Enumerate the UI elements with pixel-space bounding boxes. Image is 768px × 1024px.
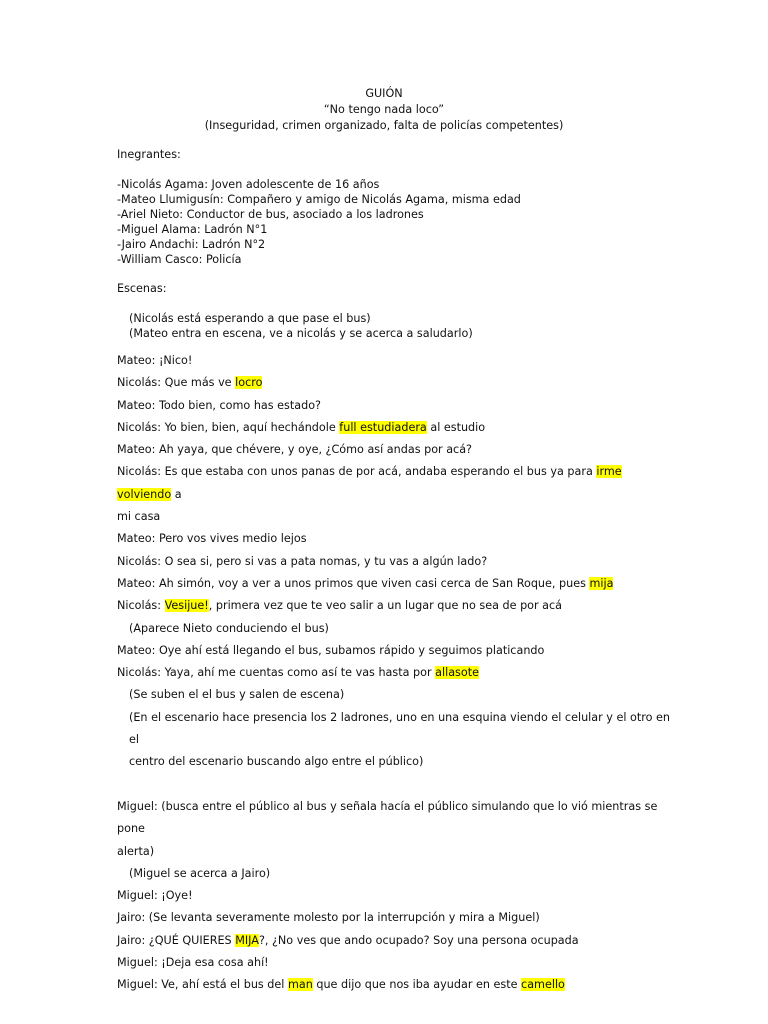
- highlighted-word: MIJA: [235, 933, 259, 947]
- dialog-text: Miguel: ¡Deja esa cosa ahí!: [117, 956, 269, 970]
- dialog-text: Jairo: (Se levanta severamente molesto por la interrupción y mira a Miguel): [117, 911, 540, 925]
- dialog-text: (Miguel se acerca a Jairo): [129, 866, 271, 880]
- highlighted-word: locro: [235, 376, 263, 390]
- dialog-text: Jairo: ¿QUÉ QUIERES: [117, 933, 236, 947]
- dialog-text: a: [171, 487, 182, 501]
- highlighted-word: allasote: [435, 666, 479, 680]
- dialog-line: [117, 952, 677, 974]
- document-header: [0, 86, 768, 134]
- integrante-item: -William Casco: Policía: [117, 253, 242, 266]
- highlighted-word: Vesijue!: [164, 599, 209, 613]
- dialog-text: Mateo: Ah simón, voy a ver a unos primos que viven casi cerca de San Roque, pues: [117, 576, 590, 590]
- dialog-line: [117, 774, 677, 796]
- dialog-section: [117, 350, 677, 997]
- dialog-text: Nicolás: Es que estaba con unos panas de por acá, andaba esperando el bus ya para: [117, 465, 597, 479]
- dialog-text: (En el escenario hace presencia los 2 ladrones, uno en una esquina viendo el celular y el otro en el: [129, 710, 670, 747]
- dialog-text: Miguel: ¡Oye!: [117, 889, 193, 903]
- dialog-line: [117, 974, 677, 996]
- document-title: GUIÓN: [365, 87, 403, 100]
- dialog-text: Mateo: Oye ahí está llegando el bus, subamos rápido y seguimos platicando: [117, 643, 545, 657]
- stage-note: (Mateo entra en escena, ve a nicolás y se acerca a saludarlo): [129, 327, 473, 340]
- dialog-text: Nicolás: Que más ve: [117, 376, 236, 390]
- dialog-line: [117, 907, 677, 929]
- stage-direction-line: [117, 751, 677, 773]
- stage-note: (Nicolás está esperando a que pase el bus): [129, 312, 371, 325]
- escenas-heading: Escenas:: [117, 282, 167, 295]
- dialog-text: Nicolás:: [117, 599, 165, 613]
- integrante-item: -Miguel Alama: Ladrón N°1: [117, 223, 268, 236]
- dialog-line: [117, 506, 677, 528]
- stage-direction-line: [117, 684, 677, 706]
- dialog-line: [117, 372, 677, 394]
- stage-direction-line: [117, 707, 677, 752]
- dialog-line: [117, 930, 677, 952]
- highlighted-word: irme volviendo: [117, 465, 622, 501]
- dialog-text: (Se suben el el bus y salen de escena): [129, 688, 345, 702]
- highlighted-word: camello: [521, 978, 565, 992]
- dialog-line: [117, 885, 677, 907]
- integrante-item: -Ariel Nieto: Conductor de bus, asociado a los ladrones: [117, 208, 424, 221]
- dialog-text: ?, ¿No ves que ando ocupado? Soy una persona ocupada: [258, 933, 579, 947]
- escenas-section: [117, 281, 708, 341]
- dialog-line: [117, 551, 677, 573]
- integrantes-section: [117, 147, 708, 267]
- dialog-text: Nicolás: O sea si, pero si vas a pata nomas, y tu vas a algún lado?: [117, 554, 488, 568]
- dialog-line: [117, 395, 677, 417]
- dialog-text: Mateo: Ah yaya, que chévere, y oye, ¿Cómo así andas por acá?: [117, 443, 472, 457]
- dialog-line: [117, 439, 677, 461]
- dialog-line: [117, 662, 677, 684]
- dialog-text: Miguel: Ve, ahí está el bus del: [117, 978, 288, 992]
- stage-direction-line: [117, 863, 677, 885]
- dialog-text: al estudio: [426, 420, 486, 434]
- document-subtitle: “No tengo nada loco”: [323, 103, 445, 116]
- highlighted-word: man: [287, 978, 313, 992]
- dialog-text: centro del escenario buscando algo entre el público): [129, 755, 424, 769]
- dialog-line: [117, 461, 677, 506]
- highlighted-word: full estudiadera: [339, 420, 427, 434]
- dialog-text: que dijo que nos iba ayudar en este: [312, 978, 522, 992]
- dialog-text: Mateo: Pero vos vives medio lejos: [117, 532, 307, 546]
- dialog-line: [117, 796, 677, 841]
- integrante-item: -Jairo Andachi: Ladrón N°2: [117, 238, 266, 251]
- dialog-line: [117, 417, 677, 439]
- stage-direction-line: [117, 618, 677, 640]
- dialog-text: (Aparece Nieto conduciendo el bus): [129, 621, 329, 635]
- dialog-line: [117, 350, 677, 372]
- highlighted-word: mija: [589, 576, 614, 590]
- dialog-text: mi casa: [117, 510, 161, 524]
- dialog-line: [117, 595, 677, 617]
- dialog-text: , primera vez que te veo salir a un lugar que no sea de por acá: [208, 599, 563, 613]
- dialog-text: alerta): [117, 844, 155, 858]
- dialog-line: [117, 640, 677, 662]
- integrante-item: -Mateo Llumigusín: Compañero y amigo de Nicolás Agama, misma edad: [117, 193, 521, 206]
- integrante-item: -Nicolás Agama: Joven adolescente de 16 años: [117, 178, 380, 191]
- dialog-text: Miguel: (busca entre el público al bus y señala hacía el público simulando que lo vió mientras se pone: [117, 799, 658, 836]
- document-topic: (Inseguridad, crimen organizado, falta de policías competentes): [204, 119, 564, 132]
- dialog-text: Nicolás: Yo bien, bien, aquí hechándole: [117, 420, 340, 434]
- dialog-text: Nicolás: Yaya, ahí me cuentas como así te vas hasta por: [117, 666, 436, 680]
- dialog-line: [117, 528, 677, 550]
- dialog-line: [117, 841, 677, 863]
- dialog-text: Mateo: Todo bien, como has estado?: [117, 398, 321, 412]
- dialog-text: Mateo: ¡Nico!: [117, 354, 193, 367]
- dialog-line: [117, 573, 677, 595]
- integrantes-heading: Inegrantes:: [117, 148, 181, 161]
